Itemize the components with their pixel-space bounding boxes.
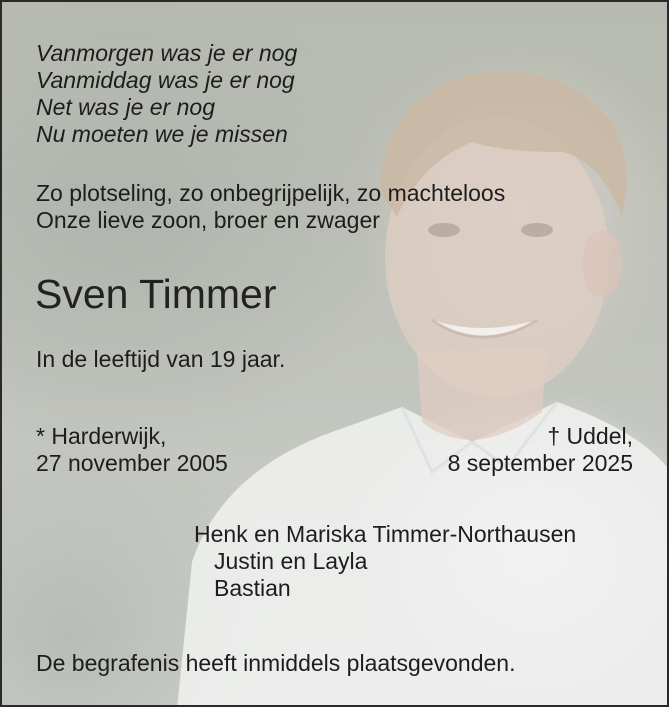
poem-line: Vanmiddag was je er nog	[36, 67, 295, 93]
death-info	[448, 423, 633, 477]
deceased-name: Sven Timmer	[35, 271, 277, 317]
poem-line: Vanmorgen was je er nog	[36, 40, 298, 66]
birth-date: 27 november 2005	[36, 450, 228, 476]
intro-line: Onze lieve zoon, broer en zwager	[36, 207, 380, 233]
closing-note: De begrafenis heeft inmiddels plaatsgevonden.	[36, 650, 516, 676]
family-sibling: Bastian	[214, 575, 291, 601]
poem	[36, 40, 297, 148]
poem-line: Nu moeten we je missen	[36, 121, 288, 147]
death-place: † Uddel,	[547, 423, 633, 449]
family-list	[194, 521, 576, 602]
birth-info	[36, 423, 228, 477]
intro-text	[36, 180, 505, 234]
family-sibling: Justin en Layla	[214, 548, 368, 574]
intro-line: Zo plotseling, zo onbegrijpelijk, zo machteloos	[36, 180, 506, 206]
poem-line: Net was je er nog	[36, 94, 215, 120]
death-date: 8 september 2025	[447, 450, 633, 476]
birth-place: * Harderwijk,	[36, 423, 167, 449]
family-parents: Henk en Mariska Timmer-Northausen	[194, 521, 577, 547]
age-line: In de leeftijd van 19 jaar.	[36, 346, 286, 372]
